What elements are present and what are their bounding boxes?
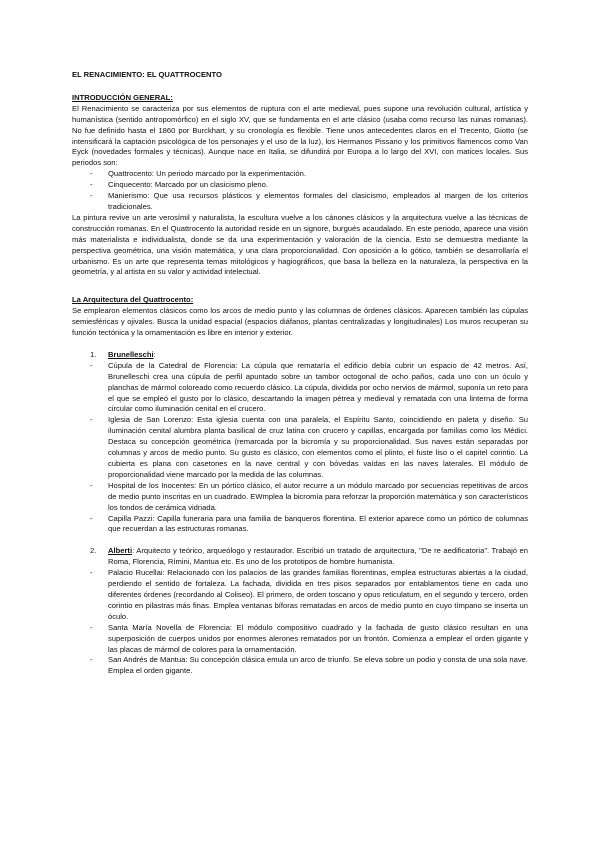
document-title: EL RENACIMIENTO: EL QUATTROCENTO — [72, 70, 222, 79]
work-item: - Santa María Novella de Florencia: El módulo compositivo cuadrado y la fachada de gusto clásico resultan en una superposición de cuerpos unidos por enormes alerones rematados por un frontón. Comienza a emplear el orden gigante y las placas de mármol de colores para la ornamentación. — [108, 623, 528, 656]
list-number: 1. — [90, 349, 97, 359]
architect-suffix: : — [132, 546, 135, 556]
work-item: - San Andrés de Mantua: Su concepción clásica emula un arco de triunfo. Se eleva sobre un podio y consta de una sola nave. Emplea el orden gigante. — [108, 655, 528, 677]
architecture-paragraph: Se emplearon elementos clásicos como los arcos de medio punto y las columnas de órdenes clásicos. Aparecen también las cúpulas semiesféricas y ojivales. Busca la unidad espacial (espacios diáfanos, plantas centralizadas y longitudinales) Los muros recuperan su función tectónica y la ornamentación es libre en interior y exterior. — [72, 306, 528, 338]
architect-suffix: : — [153, 349, 156, 359]
intro-heading: INTRODUCCIÓN GENERAL: — [72, 92, 173, 102]
architecture-heading: La Arquitectura del Quattrocento: — [72, 295, 194, 305]
work-item: - Cúpula de la Catedral de Florencia: La cúpula que remataría el edificio debía cubrir un espacio de 42 metros. Así, Brunelleschi crea una cúpula de perfil apuntado sobre un tambor octogonal de ocho paños, cada uno con un óculo y planchas de mármol coloreado como recuerdo clásico. La cúpula, dividida por ocho nervios de mármol, suponía un reto para el que se empleó el gusto por lo clásico, descartando la imagen pétrea y medieval y rematada con una linterna de forma circular como iluminación cenital en el crucero. — [108, 361, 528, 416]
architect-intro: Arquitecto y teórico, arqueólogo y restaurador. Escribió un tratado de arquitectura, "De re aedificatoria". Trabajó en Roma, Florencia, Rímini, Mantua etc. Es uno de los prototipos de hombre humanista. — [108, 546, 528, 567]
intro-paragraph-2: La pintura revive un arte verosímil y naturalista, la escultura vuelve a los cánones clásicos y la arquitectura vuelve a las técnicas de construcción romanas. En el Quattrocento la autoridad reside en un signore, burgués acaudalado. En este periodo, aparece una visión más materialista e individualista, donde se da una experimentación y valoración de la ciencia. Esto se demuestra mediante la perspectiva geométrica, una visión matemática, y una clara proporcionalidad. Con oposición a lo gótico, también se desarrollaría el urbanismo. Es un arte que representa temas mitológicos y hagiográficos, que basa la belleza en la naturaleza, la perspectiva en la geometría, y al artista en su valor y actividad intelectual. — [72, 212, 528, 277]
period-item: - Quattrocento: Un periodo marcado por la experimentación. — [90, 169, 528, 180]
periods-list — [72, 169, 528, 213]
period-item: - Manierismo: Que usa recursos plásticos y elementos formales del clasicismo, empleados al margen de los criterios tradicionales. — [90, 191, 528, 213]
architect-item-alberti — [72, 546, 528, 677]
work-item: - Capilla Pazzi: Capilla funeraria para una familia de banqueros florentina. El exterior aparece como un pórtico de columnas que recuerdan a las estructuras romanas. — [108, 514, 528, 536]
architects-list — [72, 350, 528, 677]
architect-item-brunelleschi — [72, 350, 528, 535]
work-item: - Iglesia de San Lorenzo: Esta iglesia cuenta con una paralela, el Espíritu Santo, coincidiendo en paleta y diseño. Su iluminación cenital alumbra planta basilical de cruz latina con crucero y capillas, encargada por familias como los Médici. Destaca su concepción geométrica (remarcada por la bicromía y su proporcionalidad. Sus naves están separadas por columnas y arcos de medio punto. Su gusto es clásico, con elementos como el plinto, el fuste liso o el capitel corintio. La cubierta es plana con casetones en la nave central y con bóvedas vaídas en las naves laterales. El módulo de proporcionalidad viene marcado por la medida de las columnas. — [108, 415, 528, 480]
period-item: - Cinquecento: Marcado por un clasicismo pleno. — [90, 180, 528, 191]
list-number: 2. — [90, 546, 97, 556]
works-list — [108, 361, 528, 536]
intro-paragraph-1: El Renacimiento se caracteriza por sus elementos de ruptura con el arte medieval, pues supone una revolución cultural, artística y humanística (sentido antropomórfico) en el siglo XV, que se fundamenta en el arte clásico (usaba como recurso las ruinas romanas). No fue definido hasta el 1860 por Burckhart, y su cronología es flexible. Tiene unos antecedentes claros en el Trecento, Giotto (se intensificará la captación psicológica de los personajes y el uso de la luz), los Hermanos Pissano y los primitivos flamencos como Van Eyck (novedades formales y técnicas). Aunque nace en Italia, se difundirá por Europa a lo largo del XVI, con matices locales. Sus periodos son: — [72, 103, 528, 168]
architect-name: Brunelleschi — [108, 349, 154, 359]
work-item: - Hospital de los Inocentes: En un pórtico clásico, el autor recurre a un módulo marcado por secuencias repetitivas de arcos de medio punto inscritas en un cuadrado. EWmplea la bicromía para reforzar la proporción matemática y son característicos los tondos de cerámica vidriada. — [108, 481, 528, 514]
architect-name: Alberti — [108, 546, 133, 556]
work-item: - Palacio Rucellai: Relacionado con los palacios de las grandes familias florentinas, emplea estructuras abiertas a la ciudad, perdiendo el sentido de fortaleza. La fachada, dividida en tres pisos separados por entablamentos tiene en cada uno diferentes órdenes (recordando al Coliseo). El primero, de orden toscano y opus reticulatum, en el segundo y tercero, orden corintio en pilastras más finas. Emplea ventanas bíforas rematadas en arcos de medio punto en cuyo tímpano se inserta un óculo. — [108, 568, 528, 623]
document-page — [72, 70, 528, 677]
works-list — [108, 568, 528, 677]
